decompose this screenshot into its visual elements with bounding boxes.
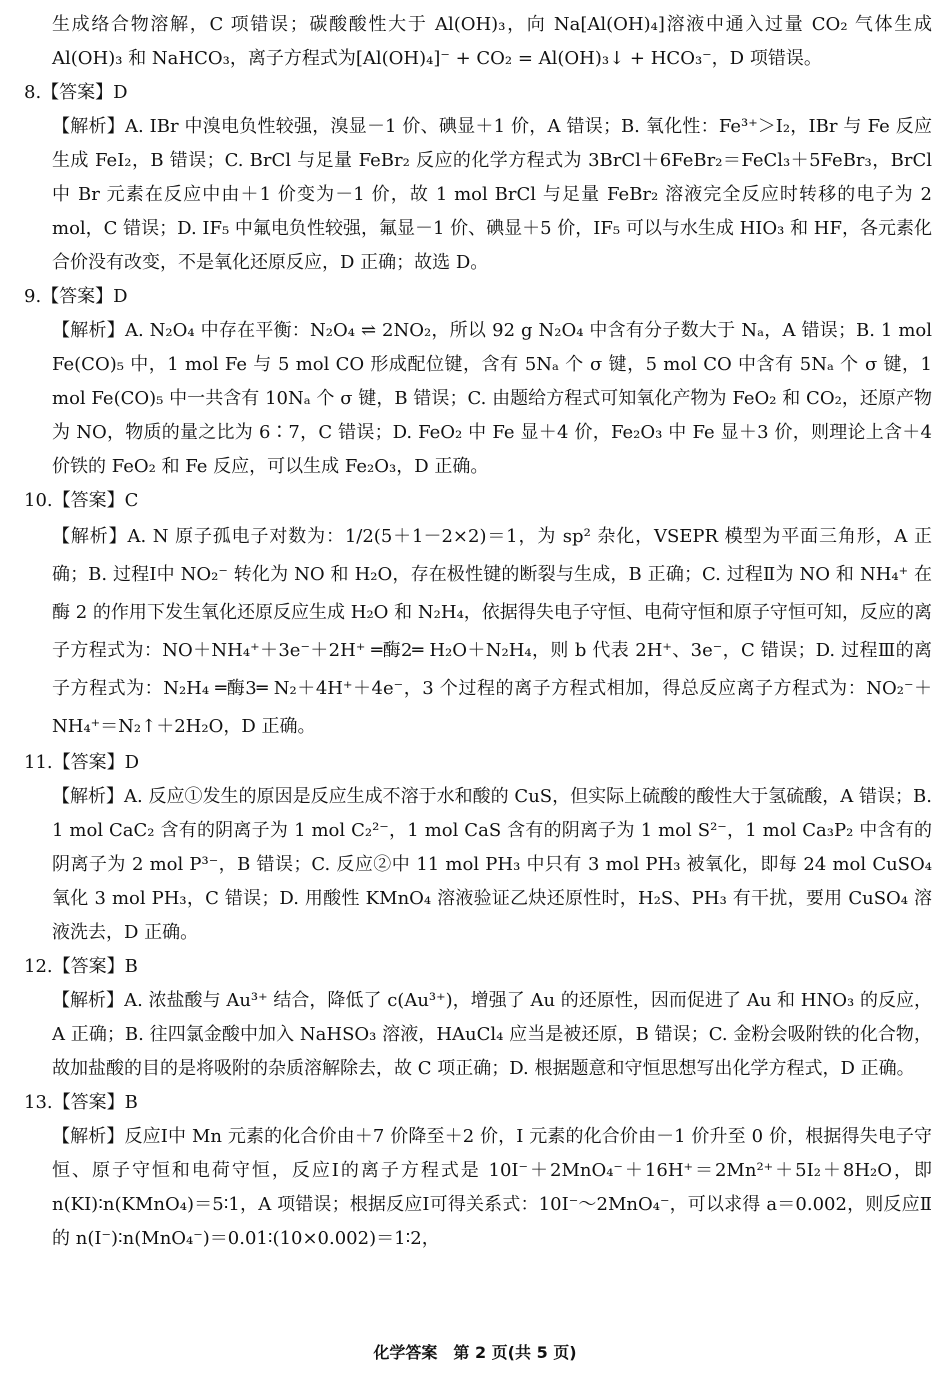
answer-8-analysis: 【解析】A. IBr 中溴电负性较强，溴显－1 价、碘显＋1 价，A 错误；B. 氧化性：Fe³⁺＞I₂，IBr 与 Fe 反应生成 FeI₂，B 错误；C. BrCl 与足量 FeBr₂ 反应的化学方程式为 3BrCl＋6FeBr₂＝FeCl₃＋5FeBr₃，BrCl 中 Br 元素在反应中由＋1 价变为－1 价，故 1 mol BrCl 与足量 FeBr₂ 溶液完全反应时转移的电子为 2 mol，C 错误；D. IF₅ 中氟电负性较强，氟显－1 价、碘显＋5 价，IF₅ 可以与水生成 HIO₃ 和 HF，各元素化合价没有改变，不是氧化还原反应，D 正确；故选 D。 — [52, 116, 932, 273]
answer-8-heading: 8.【答案】D — [24, 82, 128, 103]
top-continuation-text: 生成络合物溶解，C 项错误；碳酸酸性大于 Al(OH)₃，向 Na[Al(OH)₄]溶液中通入过量 CO₂ 气体生成 Al(OH)₃ 和 NaHCO₃，离子方程式为[Al(OH)₄]⁻ + CO₂ = Al(OH)₃↓ + HCO₃⁻，D 项错误。 — [52, 14, 932, 69]
answer-11-heading: 11.【答案】D — [24, 752, 140, 773]
answer-12-heading: 12.【答案】B — [24, 956, 138, 977]
page-footer: 化学答案 第 2 页(共 5 页) — [373, 1343, 577, 1362]
answer-9-heading: 9.【答案】D — [24, 286, 128, 307]
answer-9-analysis: 【解析】A. N₂O₄ 中存在平衡：N₂O₄ ⇌ 2NO₂，所以 92 g N₂O₄ 中含有分子数大于 Nₐ，A 错误；B. 1 mol Fe(CO)₅ 中，1 mol Fe 与 5 mol CO 形成配位键，含有 5Nₐ 个 σ 键，5 mol CO 中含有 5Nₐ 个 σ 键，1 mol Fe(CO)₅ 中一共含有 10Nₐ 个 σ 键，B 错误；C. 由题给方程式可知氧化产物为 FeO₂ 和 CO₂，还原产物为 NO，物质的量之比为 6∶7，C 错误；D. FeO₂ 中 Fe 显＋4 价，Fe₂O₃ 中 Fe 显＋3 价，则理论上含＋4 价铁的 FeO₂ 和 Fe 反应，可以生成 Fe₂O₃，D 正确。 — [52, 320, 932, 477]
answer-13-heading: 13.【答案】B — [24, 1092, 138, 1113]
answer-10-heading: 10.【答案】C — [24, 490, 139, 511]
answer-11-analysis: 【解析】A. 反应①发生的原因是反应生成不溶于水和酸的 CuS，但实际上硫酸的酸性大于氢硫酸，A 错误；B. 1 mol CaC₂ 含有的阴离子为 1 mol C₂²⁻，1 mol CaS 含有的阴离子为 1 mol S²⁻，1 mol Ca₃P₂ 中含有的阴离子为 2 mol P³⁻，B 错误；C. 反应②中 11 mol PH₃ 中只有 3 mol PH₃ 被氧化，即每 24 mol CuSO₄ 氧化 3 mol PH₃，C 错误；D. 用酸性 KMnO₄ 溶液验证乙炔还原性时，H₂S、PH₃ 有干扰，要用 CuSO₄ 溶液洗去，D 正确。 — [52, 786, 932, 943]
answer-10-analysis: 【解析】A. N 原子孤电子对数为：1/2(5＋1－2×2)＝1，为 sp² 杂化，VSEPR 模型为平面三角形，A 正确；B. 过程Ⅰ中 NO₂⁻ 转化为 NO 和 H₂O，存在极性键的断裂与生成，B 正确；C. 过程Ⅱ为 NO 和 NH₄⁺ 在酶 2 的作用下发生氧化还原反应生成 H₂O 和 N₂H₄，依据得失电子守恒、电荷守恒和原子守恒可知，反应的离子方程式为：NO＋NH₄⁺＋3e⁻＋2H⁺ ═酶2═ H₂O＋N₂H₄，则 b 代表 2H⁺、3e⁻，C 错误；D. 过程Ⅲ的离子方程式为：N₂H₄ ═酶3═ N₂＋4H⁺＋4e⁻，3 个过程的离子方程式相加，得总反应离子方程式为：NO₂⁻＋NH₄⁺＝N₂↑＋2H₂O，D 正确。 — [52, 526, 932, 737]
answer-13-analysis: 【解析】反应Ⅰ中 Mn 元素的化合价由＋7 价降至＋2 价，I 元素的化合价由－1 价升至 0 价，根据得失电子守恒、原子守恒和电荷守恒，反应Ⅰ的离子方程式是 10I⁻＋2MnO₄⁻＋16H⁺＝2Mn²⁺＋5I₂＋8H₂O，即 n(KI)∶n(KMnO₄)＝5∶1，A 项错误；根据反应Ⅰ可得关系式：10I⁻～2MnO₄⁻，可以求得 a＝0.002，则反应Ⅱ的 n(I⁻)∶n(MnO₄⁻)＝0.01∶(10×0.002)＝1∶2， — [52, 1126, 932, 1249]
answer-content — [22, 8, 932, 1256]
answer-12-analysis: 【解析】A. 浓盐酸与 Au³⁺ 结合，降低了 c(Au³⁺)，增强了 Au 的还原性，因而促进了 Au 和 HNO₃ 的反应，A 正确；B. 往四氯金酸中加入 NaHSO₃ 溶液，HAuCl₄ 应当是被还原，B 错误；C. 金粉会吸附铁的化合物，故加盐酸的目的是将吸附的杂质溶解除去，故 C 项正确；D. 根据题意和守恒思想写出化学方程式，D 正确。 — [52, 990, 932, 1079]
